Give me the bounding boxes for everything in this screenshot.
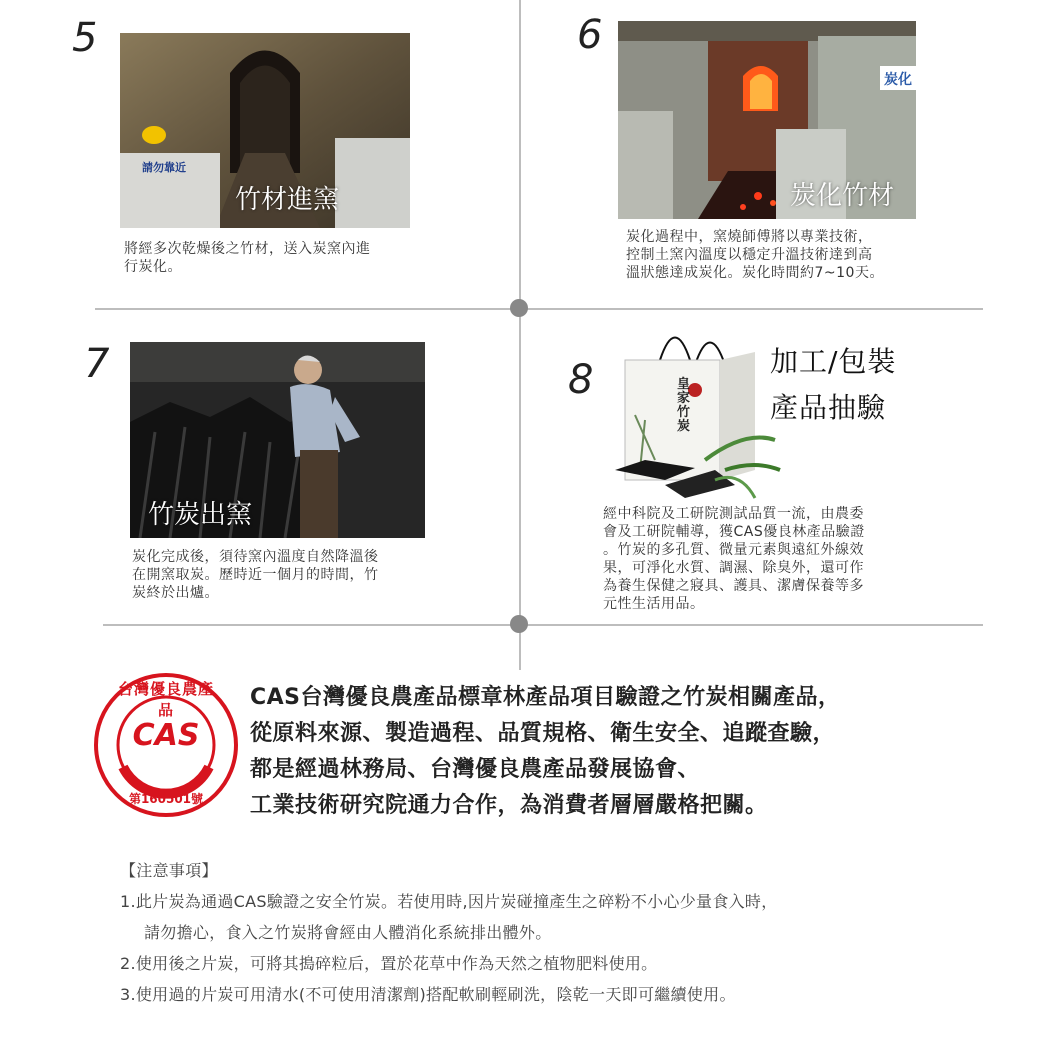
cas-seal-logo (93, 672, 239, 818)
horizontal-divider-top (95, 308, 983, 310)
note-item: 3.使用過的片炭可用清水(不可使用清潔劑)搭配軟刷輕刷洗，陰乾一天即可繼續使用。 (120, 985, 736, 1004)
step-title: 產品抽驗 (770, 391, 887, 424)
seal-cas-mark: CAS (132, 718, 200, 753)
step-description (626, 228, 946, 282)
desc-line: 。竹炭的多孔質、微量元素與遠紅外線效 (603, 542, 864, 558)
seal-top-text: 台灣優良農產品 (117, 680, 214, 719)
desc-line: 炭化過程中，窯燒師傅將以專業技術， (626, 229, 873, 245)
desc-line: 炭終於出爐。 (132, 585, 219, 601)
product-package-image (605, 320, 785, 500)
step-photo-carbonizing (618, 21, 916, 219)
step-photo-kiln-entry (120, 33, 410, 228)
cas-statement (250, 680, 841, 824)
step-photo-kiln-exit (130, 342, 425, 538)
desc-line: 經中科院及工研院測試品質一流，由農委 (603, 506, 864, 522)
cas-line: 從原料來源、製造過程、品質規格、衛生安全、追蹤查驗， (250, 721, 836, 746)
divider-dot-bottom (510, 615, 528, 633)
desc-line: 果，可淨化水質、調濕、除臭外，還可作 (603, 560, 864, 576)
package-brand: 皇家竹炭 (677, 377, 691, 434)
step-number: 6 (577, 12, 603, 58)
note-item-continued: 請勿擔心，食入之竹炭將會經由人體消化系統排出體外。 (144, 923, 552, 942)
seal-number: 第160501號 (128, 792, 204, 806)
note-item: 1.此片炭為通過CAS驗證之安全竹炭。若使用時,因片炭碰撞產生之碎粉不小心少量食入時， (120, 892, 778, 911)
vertical-divider (519, 0, 521, 670)
desc-line: 炭化完成後，須待窯內溫度自然降溫後 (132, 549, 379, 565)
desc-line: 將經多次乾燥後之竹材，送入炭窯內進 (124, 241, 371, 257)
step-title: 加工/包裝 (770, 345, 897, 378)
note-item: 2.使用後之片炭，可將其搗碎粒后，置於花草中作為天然之植物肥料使用。 (120, 954, 658, 973)
step-description (132, 548, 452, 602)
step-number: 5 (72, 15, 98, 61)
desc-line: 元性生活用品。 (603, 596, 705, 612)
cas-line: CAS台灣優良農產品標章林產品項目驗證之竹炭相關產品， (250, 685, 841, 710)
step-description (124, 240, 424, 276)
notes-section (120, 855, 778, 1010)
desc-line: 控制土窯內溫度以穩定升溫技術達到高 (626, 247, 873, 263)
step-number: 8 (568, 357, 594, 403)
horizontal-divider-bottom (103, 624, 983, 626)
desc-line: 溫狀態達成炭化。炭化時間約7~10天。 (626, 265, 884, 281)
desc-line: 為養生保健之寢具、護具、潔膚保養等多 (603, 578, 864, 594)
desc-line: 在開窯取炭。歷時近一個月的時間，竹 (132, 567, 379, 583)
kiln-sign: 炭化 (884, 72, 912, 88)
step-description (603, 505, 933, 613)
cas-line: 工業技術研究院通力合作，為消費者層層嚴格把關。 (250, 793, 768, 818)
divider-dot-top (510, 299, 528, 317)
step-caption: 竹材進窯 (235, 185, 340, 215)
warning-sign: 請勿靠近 (142, 161, 186, 174)
step-caption: 炭化竹材 (790, 181, 895, 211)
notes-heading: 【注意事項】 (120, 861, 218, 880)
desc-line: 行炭化。 (124, 259, 182, 275)
step-caption: 竹炭出窯 (148, 500, 253, 530)
desc-line: 會及工研院輔導，獲CAS優良林產品驗證 (603, 524, 865, 540)
step-number: 7 (84, 341, 110, 387)
cas-line: 都是經過林務局、台灣優良農產品發展協會、 (250, 757, 701, 782)
